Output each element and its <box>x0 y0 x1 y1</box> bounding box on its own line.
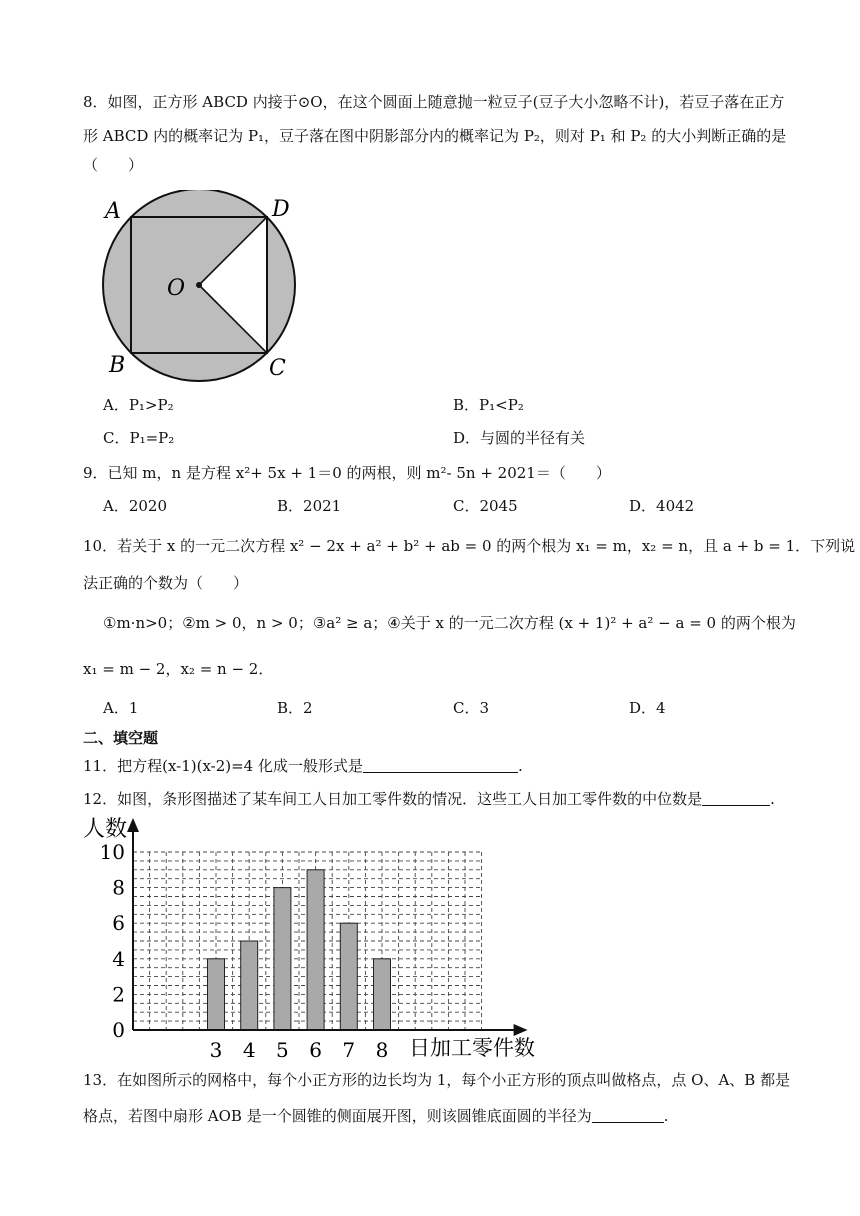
q8-option-c: C．P₁=P₂ <box>103 429 175 447</box>
q12-blank <box>702 791 770 806</box>
q8-stem-line2: 形 ABCD 内的概率记为 P₁，豆子落在图中阴影部分内的概率记为 P₂，则对 P₁ 和 P₂ 的大小判断正确的是 <box>83 127 787 145</box>
x-tick-label: 4 <box>242 1038 256 1062</box>
y-tick-label: 2 <box>112 982 125 1007</box>
bar-5 <box>274 888 291 1030</box>
q10-statement-roots: x₁ = m − 2，x₂ = n − 2． <box>83 660 274 678</box>
q8-label-c: C <box>269 356 286 381</box>
x-axis-arrow <box>514 1024 528 1036</box>
q9-option-a: A．2020 <box>103 497 168 515</box>
q8-option-b: B．P₁<P₂ <box>453 396 524 414</box>
q10-option-c: C．3 <box>453 699 490 717</box>
q9-option-d: D．4042 <box>629 497 695 515</box>
q10-stem-line2: 法正确的个数为（ ） <box>83 574 249 592</box>
q8-option-a: A．P₁>P₂ <box>103 396 174 414</box>
q10-option-a: A．1 <box>103 699 139 717</box>
q13-text: 格点，若图中扇形 AOB 是一个圆锥的侧面展开图，则该圆锥底面圆的半径为 <box>83 1107 592 1125</box>
bar-7 <box>340 923 357 1030</box>
q8-option-d: D．与圆的半径有关 <box>453 429 586 447</box>
bar-3 <box>208 959 225 1030</box>
y-tick-label: 0 <box>112 1018 125 1042</box>
y-axis-title: 人数 <box>83 817 128 842</box>
q8-stem-line1: 8．如图，正方形 ABCD 内接于⊙O，在这个圆面上随意抛一粒豆子(豆子大小忽略不计)，若豆子落在正方 <box>83 93 785 111</box>
x-tick-label: 8 <box>375 1038 389 1062</box>
x-tick-label: 6 <box>309 1038 322 1062</box>
y-tick-label: 8 <box>112 875 125 900</box>
q9-stem: 9．已知 m，n 是方程 x²+ 5x + 1＝0 的两根，则 m²- 5n + 2021＝（ ） <box>83 464 611 482</box>
bar-8 <box>374 959 391 1030</box>
q9-option-c: C．2045 <box>453 497 518 515</box>
q8-label-o: O <box>167 276 186 301</box>
q12-bar-chart <box>83 812 543 1064</box>
section-title: 二、填空题 <box>83 729 159 747</box>
q13-stem-line2 <box>83 1106 668 1126</box>
q8-label-d: D <box>272 197 290 222</box>
x-tick-label: 3 <box>209 1038 223 1062</box>
q10-option-b: B．2 <box>277 699 313 717</box>
q8-label-a: A <box>105 199 121 224</box>
q8-center-point <box>196 282 202 288</box>
q10-statements: ①m·n>0；②m > 0，n > 0；③a² ≥ a；④关于 x 的一元二次方程 (x + 1)² + a² − a = 0 的两个根为 <box>103 614 796 632</box>
y-tick-label: 4 <box>112 946 125 971</box>
y-axis-arrow <box>127 818 139 832</box>
q11-period: . <box>518 757 523 775</box>
q13-period: . <box>663 1107 669 1125</box>
y-tick-label: 10 <box>99 840 125 864</box>
bar-4 <box>241 941 258 1030</box>
q11-stem <box>83 756 523 776</box>
q8-answer-bracket: （ ） <box>83 156 144 174</box>
chart-axes <box>127 818 528 1036</box>
q10-stem-line1: 10．若关于 x 的一元二次方程 x² − 2x + a² + b² + ab = 0 的两个根为 x₁ = m，x₂ = n，且 a + b = 1．下列说 <box>83 537 856 555</box>
q9-option-b: B．2021 <box>277 497 342 515</box>
q13-blank <box>592 1108 664 1123</box>
x-tick-label: 5 <box>276 1038 289 1062</box>
q12-stem <box>83 789 775 809</box>
q11-blank <box>363 758 518 773</box>
x-axis-title: 日加工零件数 <box>409 1036 535 1060</box>
q11-text: 11．把方程(x-1)(x-2)=4 化成一般形式是 <box>83 757 363 775</box>
y-tick-label: 6 <box>112 911 125 936</box>
x-tick-label: 7 <box>342 1038 356 1062</box>
bar-6 <box>307 870 324 1030</box>
q10-option-d: D．4 <box>629 699 666 717</box>
q8-label-b: B <box>109 353 126 378</box>
q12-text: 12．如图，条形图描述了某车间工人日加工零件数的情况．这些工人日加工零件数的中位数是 <box>83 790 703 808</box>
q8-figure <box>95 190 310 385</box>
q13-stem-line1: 13．在如图所示的网格中，每个小正方形的边长均为 1，每个小正方形的顶点叫做格点，点 O、A、B 都是 <box>83 1071 791 1089</box>
q12-period: . <box>770 790 775 808</box>
